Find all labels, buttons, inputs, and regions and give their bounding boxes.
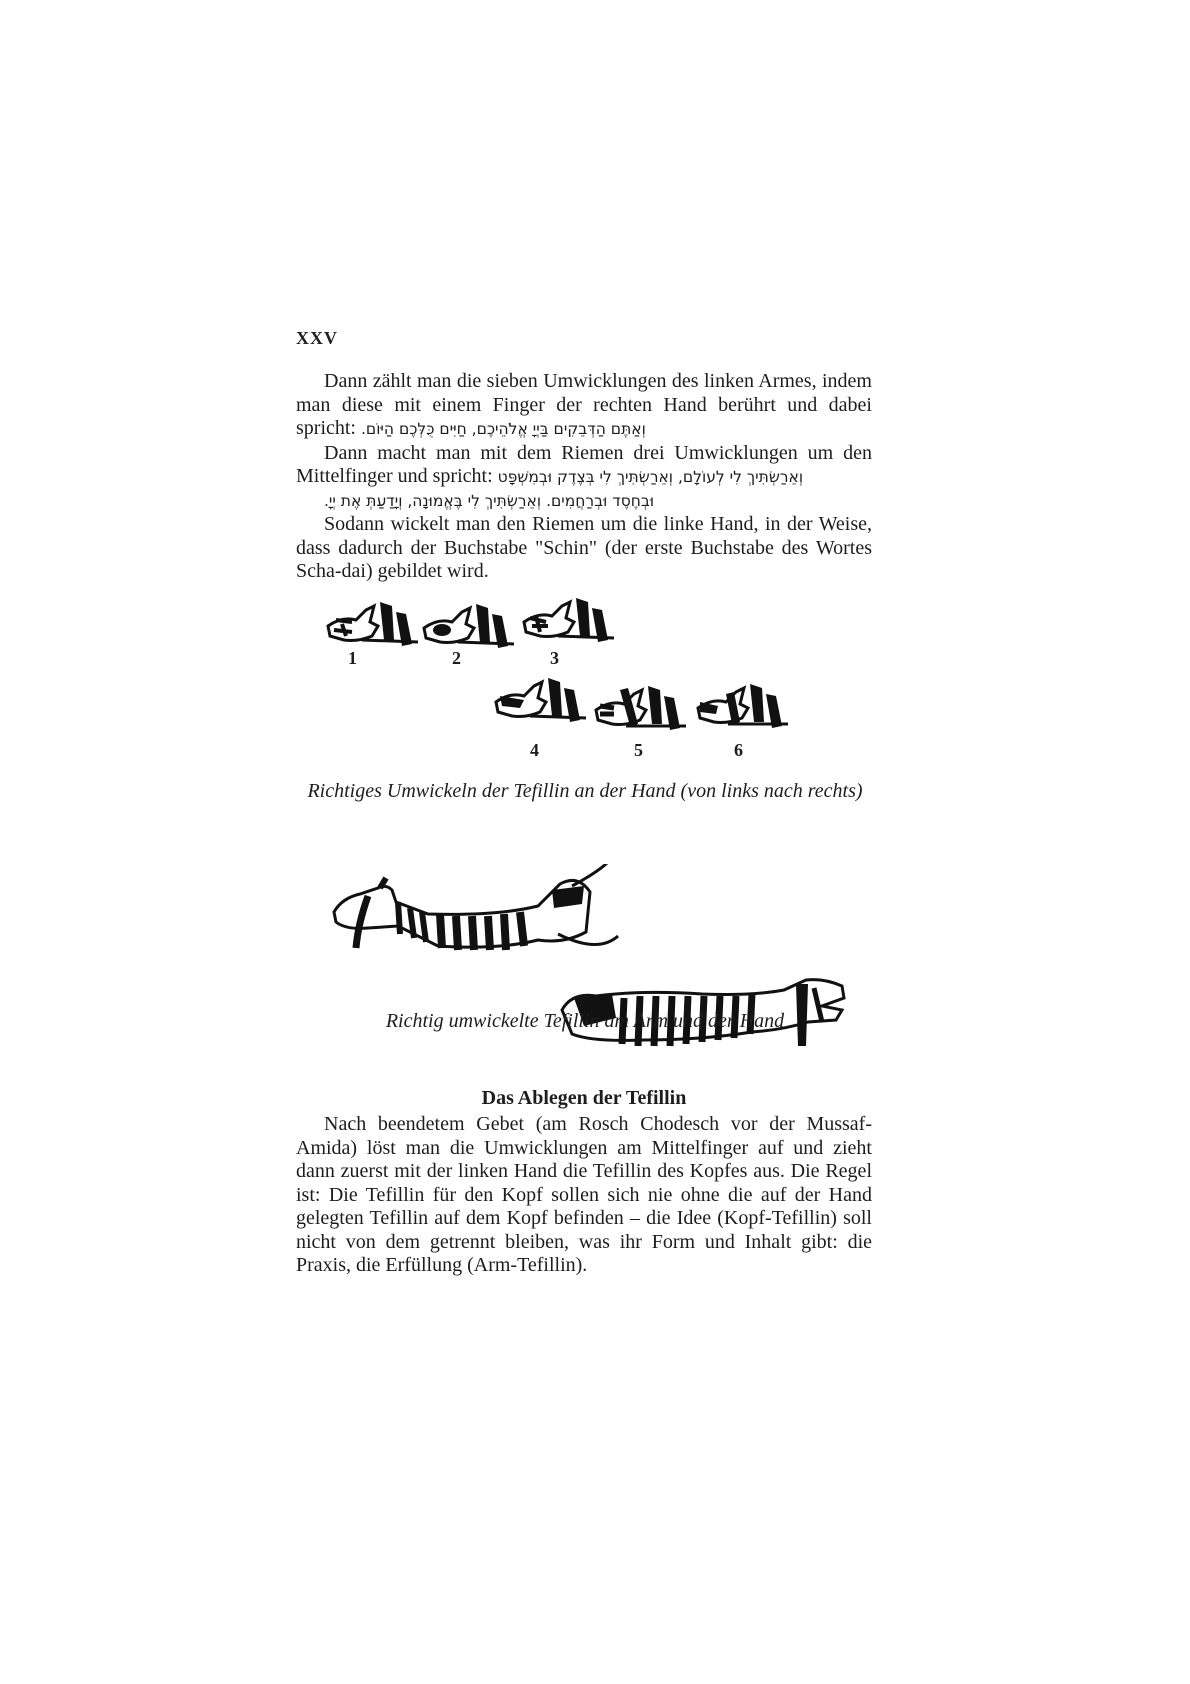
hand-step-6-illustration xyxy=(692,678,792,740)
hand-step-1-illustration xyxy=(322,596,422,658)
step-label-3: 3 xyxy=(550,648,559,668)
paragraph-2-text: Dann macht man mit dem Riemen drei Umwicklungen um den Mittelfinger und spricht: xyxy=(296,441,872,487)
hand-step-3-illustration xyxy=(518,592,618,654)
body-text-section-2 xyxy=(296,1113,872,1278)
figure-2-caption: Richtig umwickelte Tefillin am Arm und der Hand xyxy=(385,1010,785,1032)
paragraph-3: Sodann wickelt man den Riemen um die linke Hand, in der Weise, dass dadurch der Buchstabe "Schin" (der erste Buchstabe des Wortes Scha-dai) gebildet wird. xyxy=(296,513,872,582)
hebrew-verse-2a: וְאֵרַשְׂתִּיךְ לִי לְעוֹלָם, וְאֵרַשְׂתִּיךְ לִי בְּצֶדֶק וּבְמִשְׁפָּט xyxy=(497,468,804,486)
step-label-6: 6 xyxy=(734,740,743,760)
paragraph-1 xyxy=(296,370,872,442)
step-label-4: 4 xyxy=(530,740,539,760)
figure-1-caption: Richtiges Umwickeln der Tefillin an der Hand (von links nach rechts) xyxy=(307,780,863,802)
hebrew-verse-1: וְאַתֶּם הַדְּבֵקִים בַּיְיָ אֱלֹהֵיכֶם, חַיִּים כֻּלְּכֶם הַיּוֹם. xyxy=(361,420,646,438)
body-text-section-1 xyxy=(296,370,872,584)
hand-step-2-illustration xyxy=(418,598,518,660)
page-number: XXV xyxy=(296,328,338,348)
step-label-2: 2 xyxy=(452,648,461,668)
hebrew-verse-2b: וּבְחֶסֶד וּבְרַחֲמִים. וְאֵרַשְׂתִּיךְ לִי בֶּאֱמוּנָה, וְיָדַעַתְּ אֶת יְיָ. xyxy=(324,491,655,510)
hand-step-5-illustration xyxy=(590,680,690,742)
paragraph-1-text: Dann zählt man die sieben Umwicklungen des linken Armes, indem man diese mit einem Finger der rechten Hand berührt und dabei spricht: xyxy=(296,370,872,439)
section-heading: Das Ablegen der Tefillin xyxy=(481,1087,687,1109)
paragraph-2 xyxy=(296,442,872,514)
step-label-1: 1 xyxy=(348,648,357,668)
paragraph-4: Nach beendetem Gebet (am Rosch Chodesch vor der Mussaf-Amida) löst man die Umwicklungen am Mittelfinger auf und zieht dann zuerst mit der linken Hand die Tefillin des Kopfes aus. Die Regel ist: Die Tefillin für den Kopf sollen sich nie ohne die auf der Hand gelegten Tefillin auf dem Kopf befinden – die Idee (Kopf-Tefillin) soll nicht von dem getrennt bleiben, was ihr Form und Inhalt gibt: die Praxis, die Erfüllung (Arm-Tefillin). xyxy=(296,1113,872,1276)
hand-step-4-illustration xyxy=(490,672,590,734)
hand-wrapping-figure xyxy=(300,588,900,768)
step-label-5: 5 xyxy=(634,740,643,760)
